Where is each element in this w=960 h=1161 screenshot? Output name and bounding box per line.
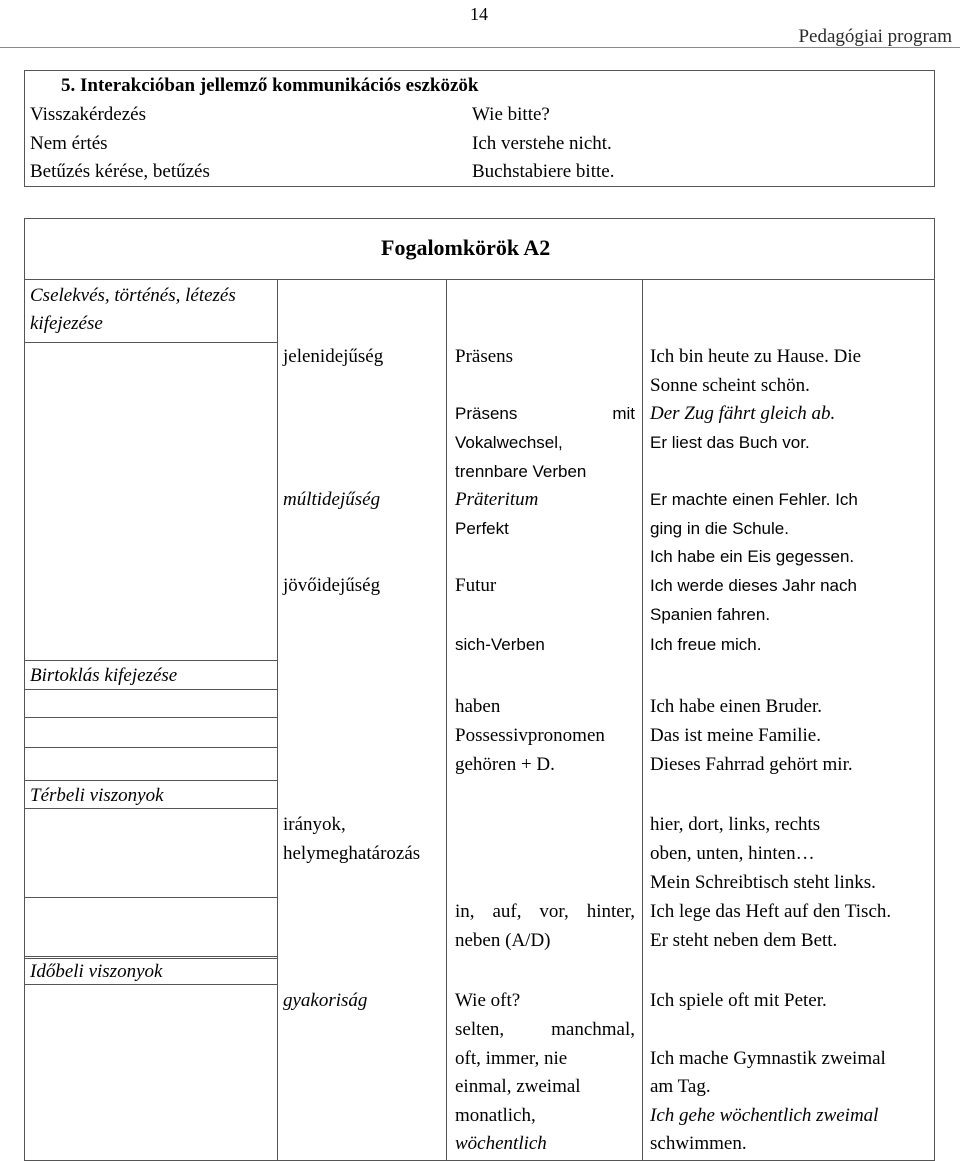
example-wochentlich: Ich gehe wöchentlich zweimal [650,1105,879,1126]
example-jelen-1: Ich bin heute zu Hause. Die [650,346,862,367]
example-fehler: Er machte einen Fehler. Ich [650,490,858,509]
category-terbeli: Térbeli viszonyok [30,785,164,806]
program-title: Pedagógiai program [798,26,952,47]
example-gymnastik: Ich mache Gymnastik zweimal [650,1048,886,1069]
grammar-prateritum: Präteritum [455,489,539,510]
grammar-prasens-vokal-1: Präsens mit [455,404,635,423]
grammar-gehoren: gehören + D. [455,754,555,775]
grammar-trennbare: trennbare Verben [455,462,587,481]
page-number: 14 [470,4,488,24]
row1-hu: Visszakérdezés [30,104,146,125]
header-divider [0,47,960,48]
label-jovoidejuseg: jövőidejűség [283,575,381,596]
grammar-wie-oft: Wie oft? [455,990,521,1011]
example-zug: Der Zug fährt gleich ab. [650,403,836,424]
row3-hu: Betűzés kérése, betűzés [30,161,210,182]
grammar-prasens: Präsens [455,346,514,367]
category-idobeli: Időbeli viszonyok [30,961,163,982]
grammar-haben: haben [455,696,501,717]
example-buch: Er liest das Buch vor. [650,433,810,452]
grammar-einmal: einmal, zweimal [455,1076,581,1097]
example-fahrrad: Dieses Fahrrad gehört mir. [650,754,853,775]
row3-de: Buchstabiere bitte. [472,161,615,182]
label-jelenidejuseg: jelenidejűség [283,346,384,367]
grammar-perfekt: Perfekt [455,519,509,538]
example-schwimmen: schwimmen. [650,1133,747,1154]
grammar-futur: Futur [455,575,497,596]
example-schule: ging in die Schule. [650,519,789,538]
grammar-wochentlich: wöchentlich [455,1133,547,1154]
example-spanien-1: Ich werde dieses Jahr nach [650,576,857,595]
grammar-monatlich: monatlich, [455,1105,536,1126]
grammar-prepositions: in, auf, vor, hinter, [455,901,635,922]
example-am-tag: am Tag. [650,1076,711,1097]
example-jelen-2: Sonne scheint schön. [650,375,810,396]
example-eis: Ich habe ein Eis gegessen. [650,547,855,566]
category-cselekves-1: Cselekvés, történés, létezés [30,285,236,306]
row2-de: Ich verstehe nicht. [472,133,612,154]
label-iranyok: irányok, [283,814,346,835]
example-hier: hier, dort, links, rechts [650,814,821,835]
grammar-selten: selten, manchmal, [455,1019,635,1040]
section5-title: 5. Interakcióban jellemző kommunikációs eszközök [61,75,479,96]
grammar-neben: neben (A/D) [455,930,551,951]
grammar-sich-verben: sich-Verben [455,635,545,654]
label-helymeghatarozas: helymeghatározás [283,843,421,864]
label-multidejuseg: múltidejűség [283,489,381,510]
example-freue: Ich freue mich. [650,635,762,654]
example-spanien-2: Spanien fahren. [650,605,771,624]
label-gyakorisag: gyakoriság [283,990,368,1011]
fogalomkorok-table [24,218,935,1161]
example-schreibtisch: Mein Schreibtisch steht links. [650,872,876,893]
section5-box [24,70,935,187]
category-cselekves-2: kifejezése [30,313,103,334]
example-bruder: Ich habe einen Bruder. [650,696,822,717]
grammar-oft: oft, immer, nie [455,1048,568,1069]
row2-hu: Nem értés [30,133,108,154]
grammar-vokalwechsel: Vokalwechsel, [455,433,563,452]
example-peter: Ich spiele oft mit Peter. [650,990,827,1011]
example-oben: oben, unten, hinten… [650,843,815,864]
grammar-possessiv: Possessivpronomen [455,725,605,746]
row1-de: Wie bitte? [472,104,550,125]
example-bett: Er steht neben dem Bett. [650,930,838,951]
category-birtoklas: Birtoklás kifejezése [30,665,178,686]
example-heft: Ich lege das Heft auf den Tisch. [650,901,892,922]
table-title: Fogalomkörök A2 [381,235,551,260]
example-familie: Das ist meine Familie. [650,725,821,746]
